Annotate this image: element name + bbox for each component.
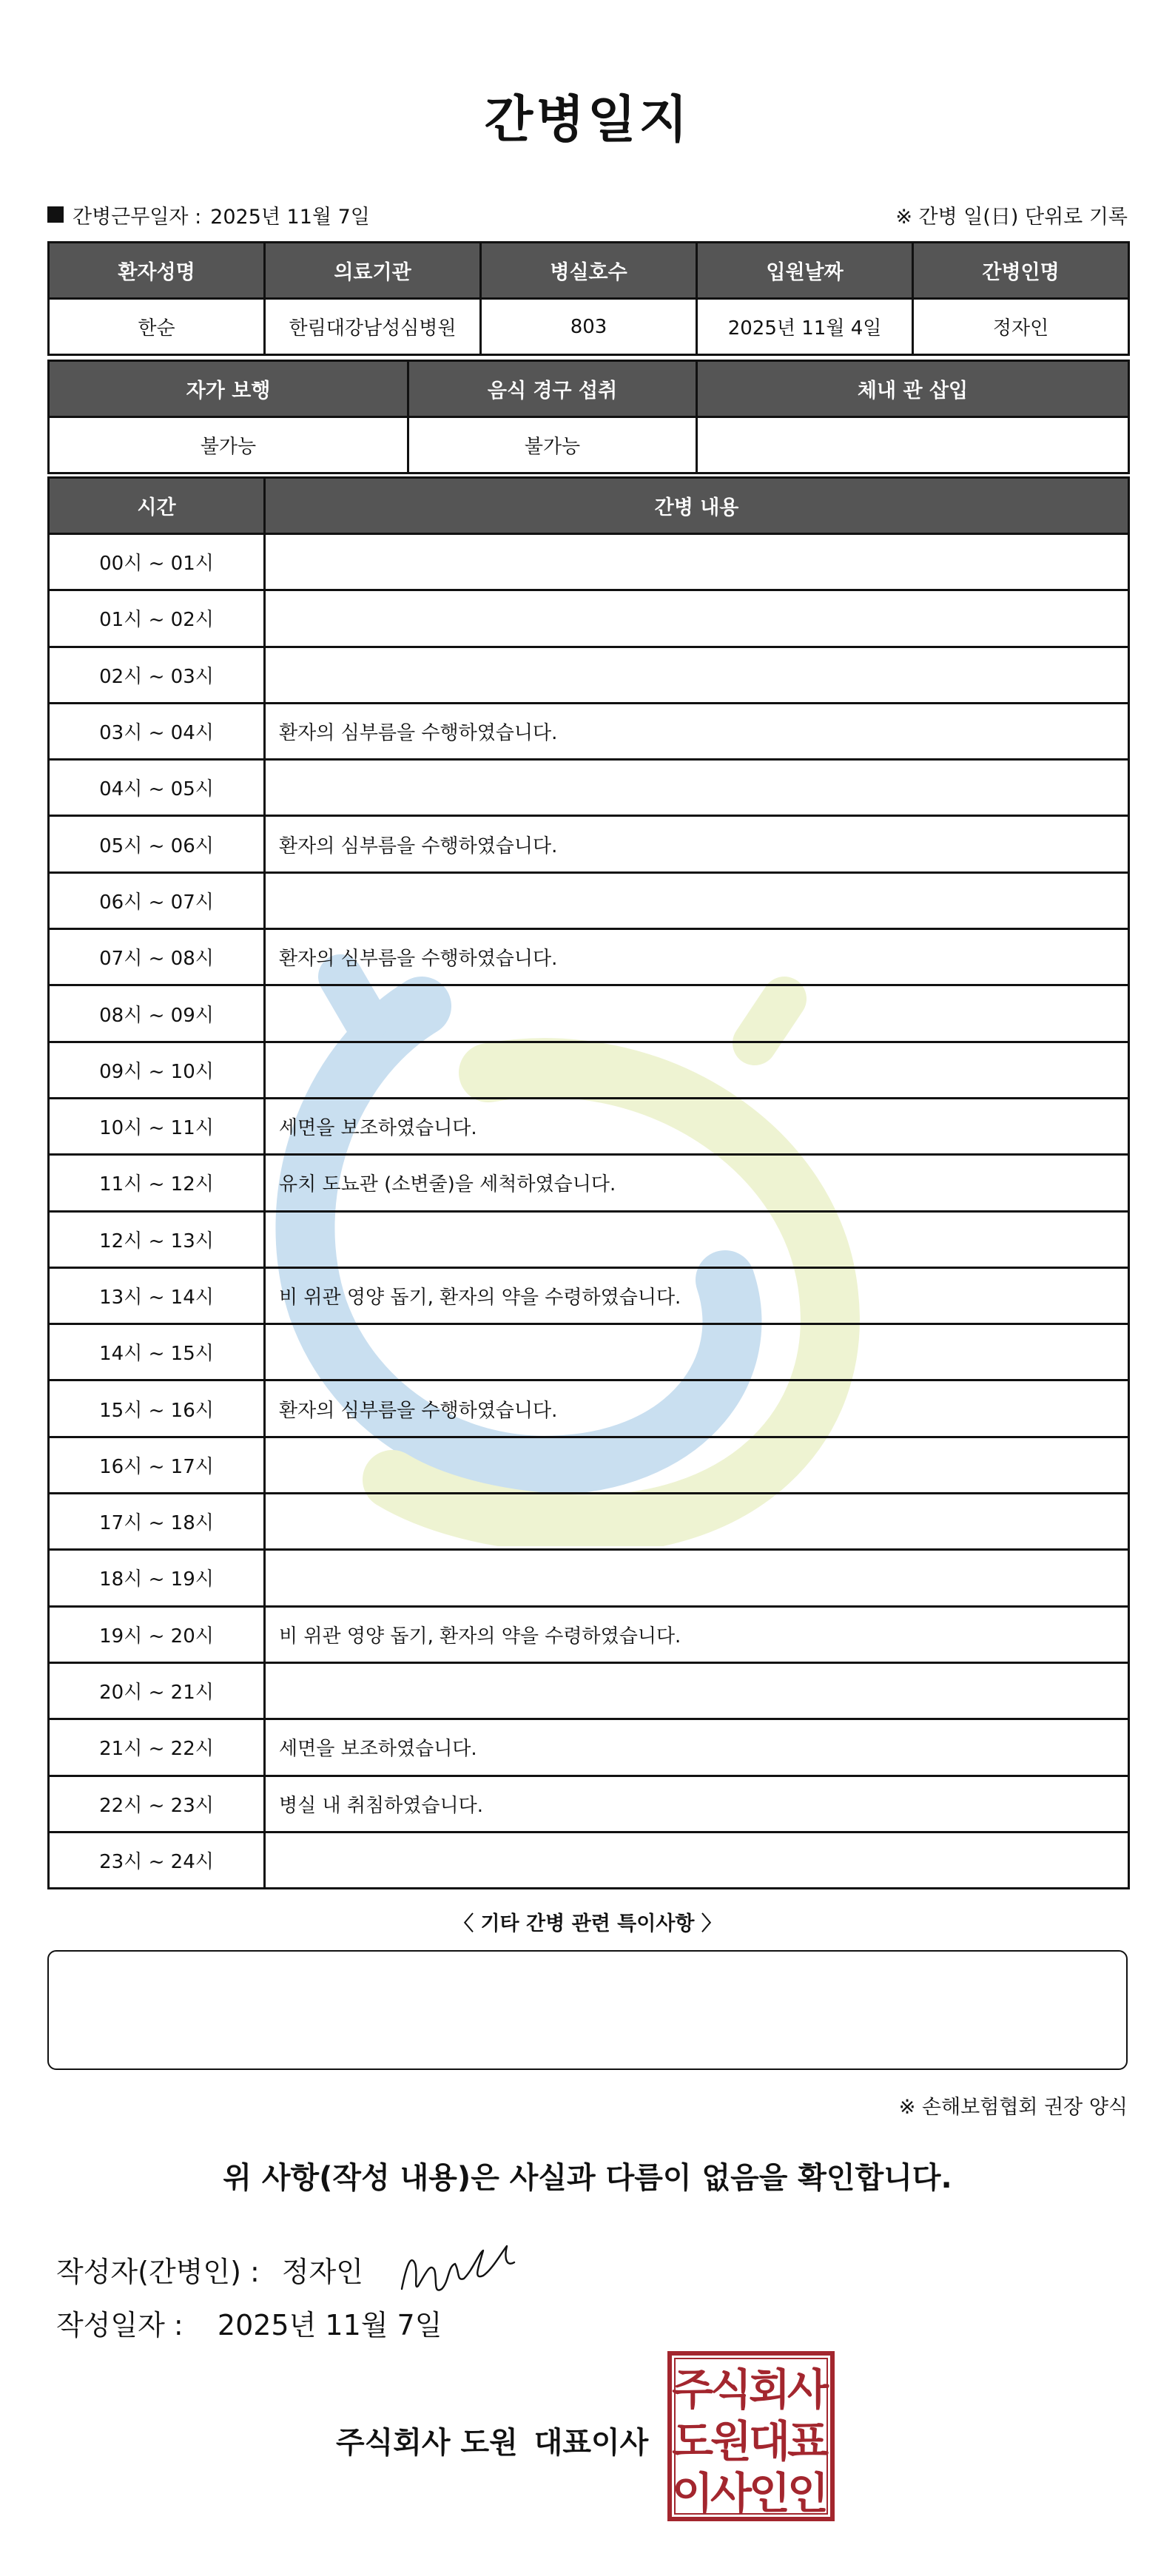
work-date-value: 2025년 11월 7일 — [210, 205, 370, 229]
company-line — [336, 2419, 648, 2461]
header-time: 시간 — [49, 478, 265, 534]
header-oral-intake: 음식 경구 섭취 — [408, 361, 697, 417]
time-cell: 00시 ~ 01시 — [49, 534, 265, 590]
time-cell: 12시 ~ 13시 — [49, 1211, 265, 1267]
oral-intake-value: 불가능 — [408, 417, 697, 473]
table-row — [49, 816, 1129, 872]
care-content-cell — [265, 872, 1129, 928]
care-content-cell — [265, 760, 1129, 816]
care-content-cell — [265, 1662, 1129, 1719]
header-admission-date: 입원날짜 — [697, 243, 913, 299]
record-unit-note: ※ 간병 일(日) 단위로 기록 — [895, 205, 1128, 229]
log-header-row — [49, 478, 1129, 534]
log-body — [49, 534, 1129, 1889]
seal-character: 식 — [710, 2364, 753, 2415]
seal-character: 사 — [787, 2364, 829, 2415]
patient-name: 한순 — [49, 299, 265, 355]
writer-label: 작성자(간병인) : — [56, 2255, 260, 2288]
table-row — [49, 1550, 1129, 1606]
seal-character: 인 — [787, 2468, 829, 2518]
header-hospital: 의료기관 — [265, 243, 481, 299]
care-content-cell — [265, 590, 1129, 647]
time-cell: 14시 ~ 15시 — [49, 1324, 265, 1380]
seal-character: 사 — [710, 2468, 753, 2518]
seal-character: 회 — [748, 2364, 791, 2415]
care-content-cell: 유치 도뇨관 (소변줄)을 세척하였습니다. — [265, 1155, 1129, 1211]
time-cell: 15시 ~ 16시 — [49, 1380, 265, 1437]
time-cell: 18시 ~ 19시 — [49, 1550, 265, 1606]
writer-line — [56, 2237, 522, 2301]
care-content-cell — [265, 1324, 1129, 1380]
header-tube: 체내 관 삽입 — [697, 361, 1129, 417]
admission-date: 2025년 11월 4일 — [697, 299, 913, 355]
page-title: 간병일지 — [484, 91, 691, 149]
time-cell: 09시 ~ 10시 — [49, 1042, 265, 1098]
writer-name: 정자인 — [281, 2255, 363, 2288]
time-cell: 05시 ~ 06시 — [49, 816, 265, 872]
time-cell: 23시 ~ 24시 — [49, 1832, 265, 1888]
company-name: 주식회사 도원 — [336, 2426, 518, 2460]
time-cell: 22시 ~ 23시 — [49, 1776, 265, 1832]
care-content-cell: 환자의 심부름을 수행하였습니다. — [265, 816, 1129, 872]
table-row — [49, 985, 1129, 1042]
care-content-cell: 환자의 심부름을 수행하였습니다. — [265, 703, 1129, 759]
table-row — [49, 1494, 1129, 1550]
table-row — [49, 534, 1129, 590]
time-cell: 17시 ~ 18시 — [49, 1494, 265, 1550]
ability-value-row — [49, 417, 1129, 473]
table-row — [49, 590, 1129, 647]
written-date-value: 2025년 11월 7일 — [217, 2309, 442, 2341]
time-cell: 11시 ~ 12시 — [49, 1155, 265, 1211]
seal-character: 표 — [787, 2416, 829, 2467]
header-patient-name: 환자성명 — [49, 243, 265, 299]
care-content-cell — [265, 1437, 1129, 1493]
table-row — [49, 1155, 1129, 1211]
special-notes-title: 〈 기타 간병 관련 특이사항 〉 — [454, 1912, 721, 1935]
company-role: 대표이사 — [533, 2426, 649, 2460]
table-row — [49, 872, 1129, 928]
care-content-cell: 환자의 심부름을 수행하였습니다. — [265, 929, 1129, 985]
care-content-cell — [265, 1042, 1129, 1098]
ability-header-row — [49, 361, 1129, 417]
table-row — [49, 1267, 1129, 1324]
care-content-cell: 병실 내 취침하였습니다. — [265, 1776, 1129, 1832]
seal-character: 대 — [748, 2416, 791, 2467]
tube-value — [697, 417, 1129, 473]
header-room: 병실호수 — [481, 243, 697, 299]
patient-header-row — [49, 243, 1129, 299]
seal-character: 원 — [710, 2416, 753, 2467]
seal-character: 이 — [671, 2468, 714, 2518]
table-row — [49, 760, 1129, 816]
hospital-name: 한림대강남성심병원 — [265, 299, 481, 355]
care-content-cell: 세면을 보조하였습니다. — [265, 1098, 1129, 1154]
care-content-cell — [265, 1494, 1129, 1550]
table-row — [49, 703, 1129, 759]
table-gap — [49, 355, 1129, 361]
care-content-cell: 비 위관 영양 돕기, 환자의 약을 수령하였습니다. — [265, 1267, 1129, 1324]
time-cell: 03시 ~ 04시 — [49, 703, 265, 759]
table-row — [49, 647, 1129, 703]
seal-character: 인 — [748, 2468, 791, 2518]
table-row — [49, 1437, 1129, 1493]
table-row — [49, 1606, 1129, 1662]
work-date — [47, 200, 370, 229]
table-row — [49, 1042, 1129, 1098]
table-row — [49, 1324, 1129, 1380]
time-cell: 10시 ~ 11시 — [49, 1098, 265, 1154]
care-log-table — [47, 476, 1130, 1889]
patient-value-row — [49, 299, 1129, 355]
care-content-cell: 세면을 보조하였습니다. — [265, 1719, 1129, 1776]
time-cell: 01시 ~ 02시 — [49, 590, 265, 647]
care-content-cell: 비 위관 영양 돕기, 환자의 약을 수령하였습니다. — [265, 1606, 1129, 1662]
table-row — [49, 1098, 1129, 1154]
room-number: 803 — [481, 299, 697, 355]
table-row — [49, 1211, 1129, 1267]
time-cell: 13시 ~ 14시 — [49, 1267, 265, 1324]
signature-icon — [396, 2237, 522, 2301]
table-row — [49, 1832, 1129, 1888]
time-cell: 20시 ~ 21시 — [49, 1662, 265, 1719]
written-date-line — [56, 2302, 442, 2343]
header-walking: 자가 보행 — [49, 361, 408, 417]
work-date-label: 간병근무일자 : — [73, 205, 202, 229]
time-cell: 02시 ~ 03시 — [49, 647, 265, 703]
table-row — [49, 1380, 1129, 1437]
recommend-note: ※ 손해보험협회 권장 양식 — [898, 2096, 1128, 2119]
time-cell: 08시 ~ 09시 — [49, 985, 265, 1042]
square-bullet-icon — [47, 206, 64, 223]
care-content-cell — [265, 1211, 1129, 1267]
caregiver-name: 정자인 — [913, 299, 1129, 355]
seal-character: 주 — [671, 2364, 714, 2415]
header-care-content: 간병 내용 — [265, 478, 1129, 534]
time-cell: 06시 ~ 07시 — [49, 872, 265, 928]
walking-value: 불가능 — [49, 417, 408, 473]
table-row — [49, 1719, 1129, 1776]
care-content-cell — [265, 1550, 1129, 1606]
table-row — [49, 1776, 1129, 1832]
care-content-cell — [265, 1832, 1129, 1888]
seal-character: 도 — [671, 2416, 714, 2467]
care-content-cell — [265, 534, 1129, 590]
time-cell: 07시 ~ 08시 — [49, 929, 265, 985]
meta-row — [47, 198, 1128, 231]
care-content-cell: 환자의 심부름을 수행하였습니다. — [265, 1380, 1129, 1437]
table-row — [49, 1662, 1129, 1719]
time-cell: 21시 ~ 22시 — [49, 1719, 265, 1776]
patient-info-table — [47, 241, 1130, 474]
special-notes-box — [47, 1950, 1128, 2070]
company-seal-stamp — [666, 2350, 836, 2523]
care-content-cell — [265, 647, 1129, 703]
confirmation-statement: 위 사항(작성 내용)은 사실과 다름이 없음을 확인합니다. — [223, 2161, 952, 2195]
care-content-cell — [265, 985, 1129, 1042]
written-date-label: 작성일자 : — [56, 2309, 184, 2341]
header-caregiver: 간병인명 — [913, 243, 1129, 299]
table-row — [49, 929, 1129, 985]
time-cell: 04시 ~ 05시 — [49, 760, 265, 816]
time-cell: 19시 ~ 20시 — [49, 1606, 265, 1662]
time-cell: 16시 ~ 17시 — [49, 1437, 265, 1493]
